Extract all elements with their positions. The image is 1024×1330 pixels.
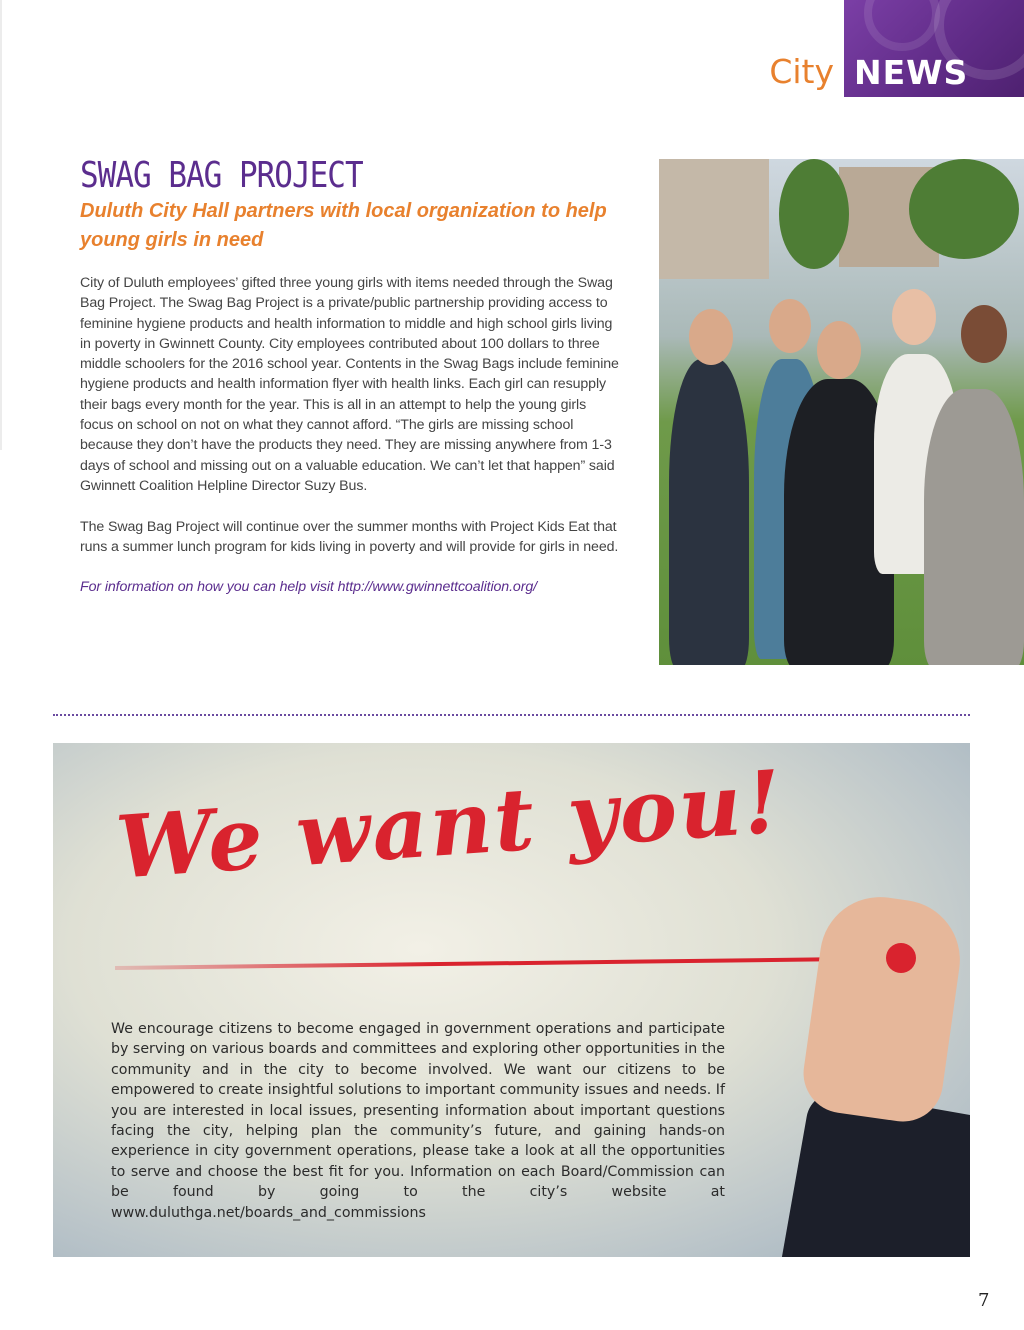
- article-body: [80, 273, 620, 618]
- article-headline: SWAG BAG PROJECT: [80, 155, 363, 197]
- article-info-link[interactable]: For information on how you can help visit http://www.gwinnettcoalition.org/: [80, 579, 537, 596]
- photo-tree: [779, 159, 849, 269]
- photo-person-head: [817, 321, 861, 379]
- marker-icon: [886, 943, 916, 973]
- section-label-city: City: [769, 52, 834, 91]
- section-label-news: NEWS: [854, 53, 969, 92]
- article-paragraph: City of Duluth employees’ gifted three young girls with items needed through the Swag Bag Project. The Swag Bag Project is a private/public partnership providing access to feminine hygiene products and health information to middle and high school girls living in poverty in Gwinnett County. City employees contributed about 100 dollars to three middle schoolers for the 2016 school year. Contents in the Swag Bags include feminine hygiene products and health information flyer with health links. Each girl can resupply their bags every month for the year. This is all in an attempt to help the young girls focus on school on not on what they cannot afford. “The girls are missing school because they don’t have the products they need. They are missing anywhere from 1-3 days of school and missing out on a valuable education. We can’t let that happen” said Gwinnett Coalition Helpline Director Suzy Bus.: [80, 275, 619, 494]
- photo-tree: [909, 159, 1019, 259]
- group-photo: [659, 159, 1024, 665]
- photo-person-head: [892, 289, 936, 345]
- banner-text: We encourage citizens to become engaged in government operations and participate by serving on various boards and committees and exploring other opportunities in the community and in the city to become involved. We want our citizens to be empowered to create insightful solutions to important community issues and needs. If you are interested in local issues, presenting information about important questions facing the city, helping plan the community’s future, and gaining hands-on experience in city government operations, please take a look at all the opportunities to serve and choose the best fit for you. Information on each Board/Commission can be found by going to the city’s website at www.duluthga.net/boards_and_commissions: [111, 1021, 725, 1221]
- page-edge-line: [0, 0, 2, 450]
- page-number: 7: [978, 1290, 990, 1311]
- hand-holding-marker: [798, 889, 967, 1126]
- section-divider: [53, 714, 970, 716]
- photo-person-head: [769, 299, 811, 353]
- photo-building: [659, 159, 769, 279]
- article-paragraph: The Swag Bag Project will continue over the summer months with Project Kids Eat that runs a summer lunch program for kids living in poverty and will provide for girls in need.: [80, 518, 619, 555]
- news-badge: [844, 0, 1024, 97]
- marker-line: [115, 956, 905, 970]
- photo-person-head: [961, 305, 1007, 363]
- we-want-you-banner: [53, 743, 970, 1257]
- photo-person: [669, 359, 749, 665]
- photo-person-head: [689, 309, 733, 365]
- decorative-swirl-icon: [864, 0, 940, 51]
- banner-slogan: We want you!: [113, 751, 787, 899]
- photo-person: [924, 389, 1024, 665]
- article-subhead: Duluth City Hall partners with local organization to help young girls in need: [80, 200, 607, 251]
